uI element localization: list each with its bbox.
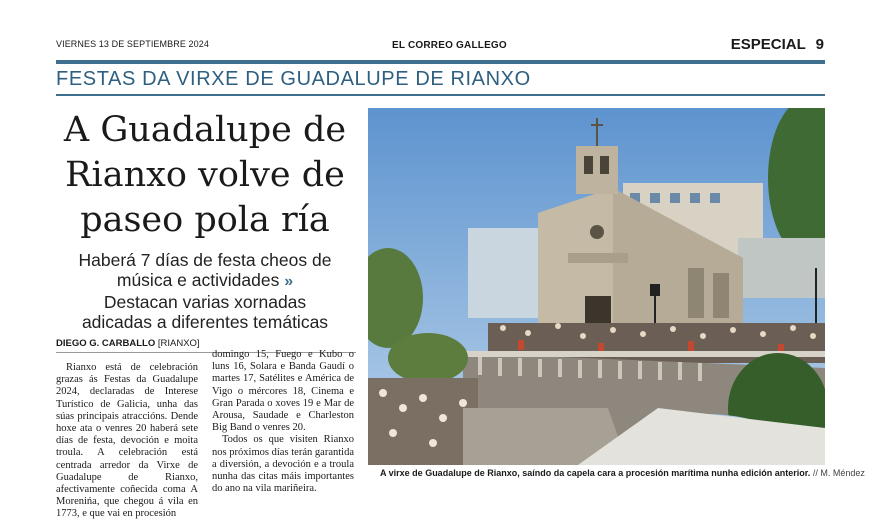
photo-credit: // M. Méndez <box>812 468 865 478</box>
page-number: 9 <box>815 36 824 53</box>
caption-text: A virxe de Guadalupe de Rianxo, saíndo da capela cara a procesión marítima nunha edición anterior. <box>380 468 811 478</box>
deck-line: Haberá 7 días de festa cheos de <box>78 250 332 270</box>
byline-author: DIEGO G. CARBALLO <box>56 338 156 349</box>
article-paragraph: Todos os que visiten Rianxo nos próximos días terán garantida a diversión, a devoción e a troula nunha das citas máis importantes do ano na vila mariñeira. <box>212 434 354 495</box>
deck-line: Destacan varias xornadas <box>103 292 307 312</box>
byline-location: [RIANXO] <box>157 338 200 349</box>
kicker-rule <box>56 94 825 96</box>
header-rule <box>56 60 825 64</box>
headline <box>56 108 354 243</box>
photo-caption <box>380 468 865 478</box>
article-photo <box>368 108 825 465</box>
deck-text: música e actividades <box>116 270 280 290</box>
headline-line: Rianxo volve de <box>65 155 345 195</box>
subheadline <box>56 250 354 332</box>
section-label <box>731 36 824 53</box>
deck-line <box>56 270 354 292</box>
article-paragraph: domingo 15, Fuego e Kubo o luns 16, Solara e Banda Gaudí o martes 17, Satélites e América de Vigo o mércores 18, Cinema e Gran Parada o xoves 19 e Mar de Arousa, Saudade e Charleston Big Band o venres 20. <box>212 349 354 434</box>
page-date: VIERNES 13 DE SEPTIEMBRE 2024 <box>56 39 209 49</box>
section-kicker: FESTAS DA VIRXE DE GUADALUPE DE RIANXO <box>56 68 531 90</box>
section-name: ESPECIAL <box>730 36 806 53</box>
article-column-1 <box>56 362 198 521</box>
byline <box>56 338 200 349</box>
deck-line: adicadas a diferentes temáticas <box>81 312 329 332</box>
headline-line: paseo pola ría <box>80 200 330 240</box>
article-paragraph: Rianxo está de celebración grazas ás Festas da Guadalupe 2024, declaradas de Interese Turístico de Galicia, unha das súas principais atraccións. Dende hoxe ata o venres 20 haberá sete días de festa, devoción e moita troula. A celebración está centrada arredor da Virxe de Guadalupe de Rianxo, afectivamente coñecida coma A Morenińa, que chegou á vila en 1773, e que vai en procesión <box>56 362 198 520</box>
article-column-2 <box>212 349 354 495</box>
newspaper-name: EL CORREO GALLEGO <box>392 40 507 51</box>
headline-line: A Guadalupe de <box>63 110 347 150</box>
double-chevron-icon: » <box>284 273 294 290</box>
chapel-procession-photo <box>368 108 825 465</box>
